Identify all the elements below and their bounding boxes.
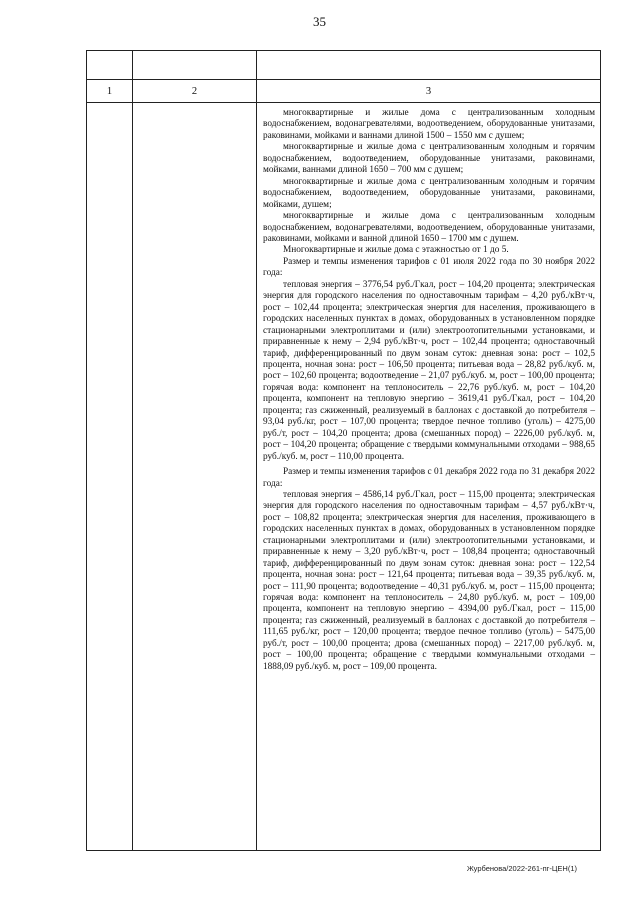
body-cell-3 bbox=[257, 103, 601, 851]
header-cell-1 bbox=[87, 51, 133, 80]
tariff-text bbox=[257, 103, 600, 673]
table-header-blank-row bbox=[87, 51, 601, 80]
header-cell-3 bbox=[257, 51, 601, 80]
paragraph-housing-type-1: многоквартирные и жилые дома с централизованным холодным водоснабжением, водонагревателями, водоотведением, оборудованные унитазами, раковинами, мойками и ваннами длиной 1500 – 1550 мм с душем; bbox=[263, 108, 595, 141]
column-number-2: 2 bbox=[133, 80, 257, 103]
paragraph-housing-type-4: многоквартирные и жилые дома с централизованным холодным водоснабжением, водонагревателями, водоотведением, оборудованные унитазами, раковинами, мойками и ванной длиной 1650 – 1700 мм с душем. bbox=[263, 211, 595, 244]
paragraph-period-december-tariffs: тепловая энергия – 4586,14 руб./Гкал, рост – 115,00 процента; электрическая энергия для городского населения по одноставочным тарифам – 4,57 руб./кВт·ч, рост – 108,82 процента; электрическая энергия для населения, проживающего в городских населенных пунктах в домах, оборудованных в установленном порядке стационарными электроплитами и (или) электроотопительными установками, и приравненные к нему – 3,20 руб./кВт·ч, рост – 108,84 процента; одноставочный тариф, дифференцированный по двум зонам суток: дневная зона: рост – 122,54 процента, ночная зона: рост – 121,64 процента; питьевая вода – 39,35 руб./куб. м, рост – 111,90 процента; водоотведение – 40,31 руб./куб. м, рост – 115,00 процента; горячая вода: компонент на теплоноситель – 24,80 руб./куб. м, рост – 109,00 процента, компонент на тепловую энергию – 4394,00 руб./Гкал, рост – 115,00 процента; газ сжиженный, реализуемый в баллонах с доставкой до потребителя – 111,65 руб./кг, рост – 120,00 процента; твердое печное топливо (уголь) – 5475,00 руб./т, рост – 100,00 процента; дрова (смешанных пород) – 2217,00 руб./куб. м, рост – 100,00 процента; обращение с твердыми коммунальными отходами – 1888,09 руб./куб. м, рост – 109,00 процента. bbox=[263, 489, 595, 672]
tariff-table bbox=[86, 50, 601, 851]
header-cell-2 bbox=[133, 51, 257, 80]
document-footer-code: Журбенова/2022-261-пг-ЦЕН(1) bbox=[466, 864, 577, 873]
page-number: 35 bbox=[313, 14, 326, 29]
paragraph-period-december-heading: Размер и темпы изменения тарифов с 01 декабря 2022 года по 31 декабря 2022 года: bbox=[263, 467, 595, 489]
column-number-row bbox=[87, 80, 601, 103]
paragraph-storeys: Многоквартирные и жилые дома с этажностью от 1 до 5. bbox=[283, 245, 509, 256]
column-number-3: 3 bbox=[257, 80, 601, 103]
body-cell-1 bbox=[87, 103, 133, 851]
column-number-1: 1 bbox=[87, 80, 133, 103]
paragraph-period-july-heading: Размер и темпы изменения тарифов с 01 июля 2022 года по 30 ноября 2022 года: bbox=[263, 256, 595, 279]
table-row bbox=[87, 103, 601, 851]
paragraph-housing-type-2: многоквартирные и жилые дома с централизованным холодным и горячим водоснабжением, водоотведением, оборудованные унитазами, раковинами, мойками, ваннами длиной 1650 – 700 мм с душем; bbox=[263, 142, 595, 176]
paragraph-period-july-tariffs: тепловая энергия – 3776,54 руб./Гкал, рост – 104,20 процента; электрическая энергия для городского населения по одноставочным тарифам – 4,20 руб./кВт·ч, рост – 102,44 процента; электрическая энергия для населения, проживающего в городских населенных пунктах в домах, оборудованных в установленном порядке стационарными электроплитами и (или) электроотопительными установками, и приравненные к нему – 2,94 руб./кВт·ч, рост – 102,44 процента; одноставочный тариф, дифференцированный по двум зонам суток: дневная зона: рост – 102,5 процента, ночная зона: рост – 106,50 процента; питьевая вода – 28,82 руб./куб. м, рост – 102,60 процента; водоотведение – 21,07 руб./куб. м, рост – 100,00 процента; горячая вода: компонент на теплоноситель – 22,76 руб./куб. м, рост – 104,20 процента, компонент на тепловую энергию – 3619,41 руб./Гкал, рост – 104,20 процента; газ сжиженный, реализуемый в баллонах с доставкой до потребителя – 93,04 руб./кг, рост – 107,00 процента; твердое печное топливо (уголь) – 4275,00 руб./т, рост – 104,20 процента; дрова (смешанных пород) – 2226,00 руб./куб. м, рост – 104,20 процента; обращение с твердыми коммунальными отходами – 988,65 руб./куб. м, рост – 110,00 процента. bbox=[263, 279, 595, 462]
paragraph-housing-type-3: многоквартирные и жилые дома с централизованным холодным и горячим водоснабжением, водоотведением, оборудованные унитазами, раковинами, мойками, душем; bbox=[263, 176, 595, 210]
body-cell-2 bbox=[133, 103, 257, 851]
